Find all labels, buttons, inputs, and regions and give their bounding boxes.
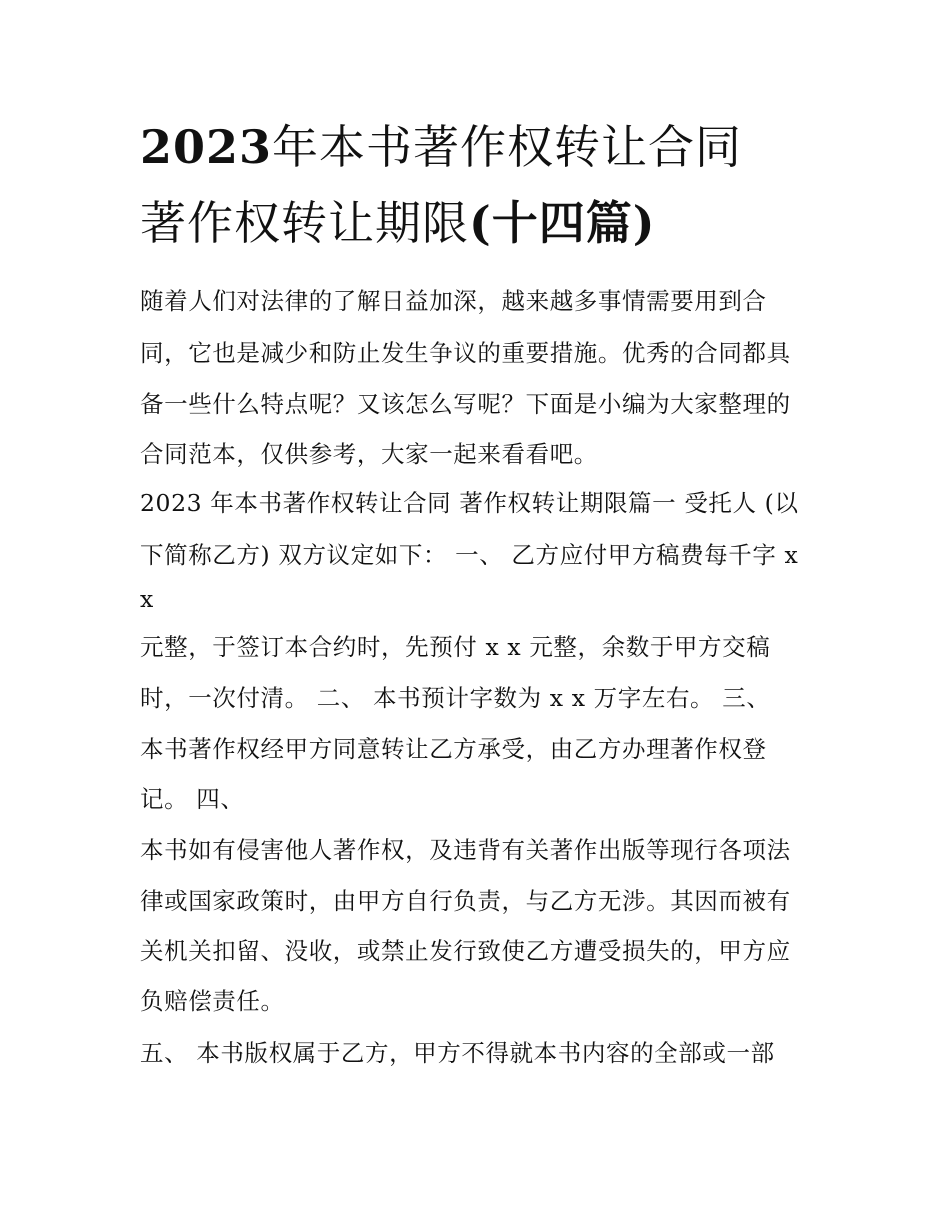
body-line: 关机关扣留、没收，或禁止发行致使乙方遭受损失的，甲方应 xyxy=(140,937,791,965)
body-line: x xyxy=(140,585,154,613)
title-line-2-text: 著作权转让期限 xyxy=(140,196,469,250)
body-line: 合同范本，仅供参考，大家一起来看看吧。 xyxy=(140,440,598,468)
body-line: 本书如有侵害他人著作权，及违背有关著作出版等现行各项法 xyxy=(140,836,791,864)
body-line: 备一些什么特点呢？又该怎么写呢？下面是小编为大家整理的 xyxy=(140,390,791,418)
body-line: 同，它也是减少和防止发生争议的重要措施。优秀的合同都具 xyxy=(140,339,791,367)
body-line: 2023 年本书著作权转让合同 著作权转让期限篇一 受托人 (以 xyxy=(140,489,799,517)
title-line-1-text: 年本书著作权转让合同 xyxy=(272,120,743,174)
body-line: 随着人们对法律的了解日益加深，越来越多事情需要用到合 xyxy=(140,287,767,315)
body-line: 记。 四、 xyxy=(140,785,245,813)
body-line: 负赔偿责任。 xyxy=(140,987,285,1015)
body-line: 元整，于签订本合约时，先预付 x x 元整，余数于甲方交稿 xyxy=(140,633,771,661)
body-line: 律或国家政策时，由甲方自行负责，与乙方无涉。其因而被有 xyxy=(140,887,791,915)
document-title-line-1 xyxy=(140,122,840,172)
title-line-2-paren: (十四篇) xyxy=(469,196,656,250)
title-year: 2023 xyxy=(140,120,273,174)
body-line: 时，一次付清。 二、 本书预计字数为 x x 万字左右。 三、 xyxy=(140,684,771,712)
document-title-line-2 xyxy=(140,198,840,248)
body-line: 本书著作权经甲方同意转让乙方承受，由乙方办理著作权登 xyxy=(140,735,767,763)
body-line: 下简称乙方) 双方议定如下： 一、 乙方应付甲方稿费每千字 x xyxy=(140,541,799,569)
body-line: 五、 本书版权属于乙方，甲方不得就本书内容的全部或一部 xyxy=(140,1039,775,1067)
